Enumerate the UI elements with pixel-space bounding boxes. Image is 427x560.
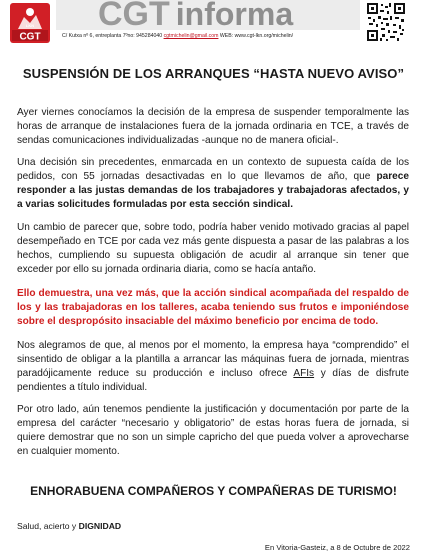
paragraph-5-afis: AFIs bbox=[293, 368, 315, 379]
logo-small-text: LKN bbox=[25, 23, 35, 28]
brand-cgt: CGT bbox=[98, 0, 170, 33]
paragraph-2-text: Una decisión sin precedentes, enmarcada en un contexto de supuesta caída de los pedidos, con 55 jornadas desactivadas en lo que llevamos de año, que bbox=[17, 157, 409, 182]
cgt-logo bbox=[8, 1, 52, 45]
contact-web[interactable]: WEB: www.cgt-lkn.org/michelin/ bbox=[219, 33, 294, 39]
paragraph-1: Ayer viernes conocíamos la decisión de la empresa de suspender temporalmente las horas de arranque de instalaciones fuera de la jornada ordinaria en TCE, a través de sendas comunicaciones individualizadas -aunque no de manera oficial-. bbox=[17, 107, 409, 146]
signoff bbox=[17, 521, 121, 531]
brand-title bbox=[98, 0, 293, 32]
paragraph-5-end: y días de disfrute pendientes a título individual. bbox=[17, 368, 409, 393]
place-date: En Vitoria-Gasteiz, a 8 de Octubre de 2022 bbox=[264, 543, 410, 552]
paragraph-5-text: Nos alegramos de que, al menos por el momento, la empresa haya “comprendido” el sinsentido de obligar a la plantilla a arrancar las máquinas fuera de jornada, mientras paradójicamente reduce su producción e incluso ofrece bbox=[17, 340, 409, 379]
closing-headline: ENHORABUENA COMPAÑEROS Y COMPAÑERAS DE TURISMO! bbox=[30, 484, 397, 498]
contact-address: C/ Kutxa nº 6, entreplanta 7ºno: 945284040 bbox=[62, 33, 163, 39]
signoff-text: Salud, acierto y bbox=[17, 521, 79, 531]
paragraph-3: Un cambio de parecer que, sobre todo, podría haber venido motivado gracias al papel desempeñado en TCE por cada vez más gente dispuesta a pasar de las palabras a los hechos, cumpliendo su supuesta obligación de acudir al arranque sin tener que exceder por ello su jornada ordinaria diaria, como se hacía antaño. bbox=[17, 222, 409, 275]
contact-email[interactable]: cgtmichelin@gmail.com bbox=[163, 33, 219, 39]
paragraph-2-bold: parece responder a las justas demandas de los trabajadores y trabajadoras afectados, y a varias solicitudes formuladas por esta sección sindical. bbox=[17, 171, 409, 210]
paragraph-4-highlight: Ello demuestra, una vez más, que la acción sindical acompañada del respaldo de los y las trabajadoras en los talleres, acaba teniendo sus frutos e imponiéndose sobre el despropósito insaciable del máximo beneficio por encima de todo. bbox=[17, 288, 409, 327]
logo-text: CGT bbox=[19, 31, 41, 43]
signoff-bold: DIGNIDAD bbox=[78, 521, 122, 531]
paragraph-5 bbox=[17, 339, 409, 395]
qr-code-icon bbox=[366, 2, 406, 42]
paragraph-2 bbox=[17, 156, 409, 212]
brand-informa: informa bbox=[175, 0, 294, 32]
document-title: SUSPENSIÓN DE LOS ARRANQUES “HASTA NUEVO AVISO” bbox=[22, 66, 405, 81]
header bbox=[0, 0, 427, 46]
contact-line bbox=[62, 33, 362, 40]
paragraph-6: Por otro lado, aún tenemos pendiente la justificación y documentación por parte de la empresa del carácter “necesario y obligatorio” de estas horas fuera de jornada, si quiere demostrar que no son un simple capricho del que pueda volver a aprovecharse en cualquier momento. bbox=[17, 404, 409, 457]
